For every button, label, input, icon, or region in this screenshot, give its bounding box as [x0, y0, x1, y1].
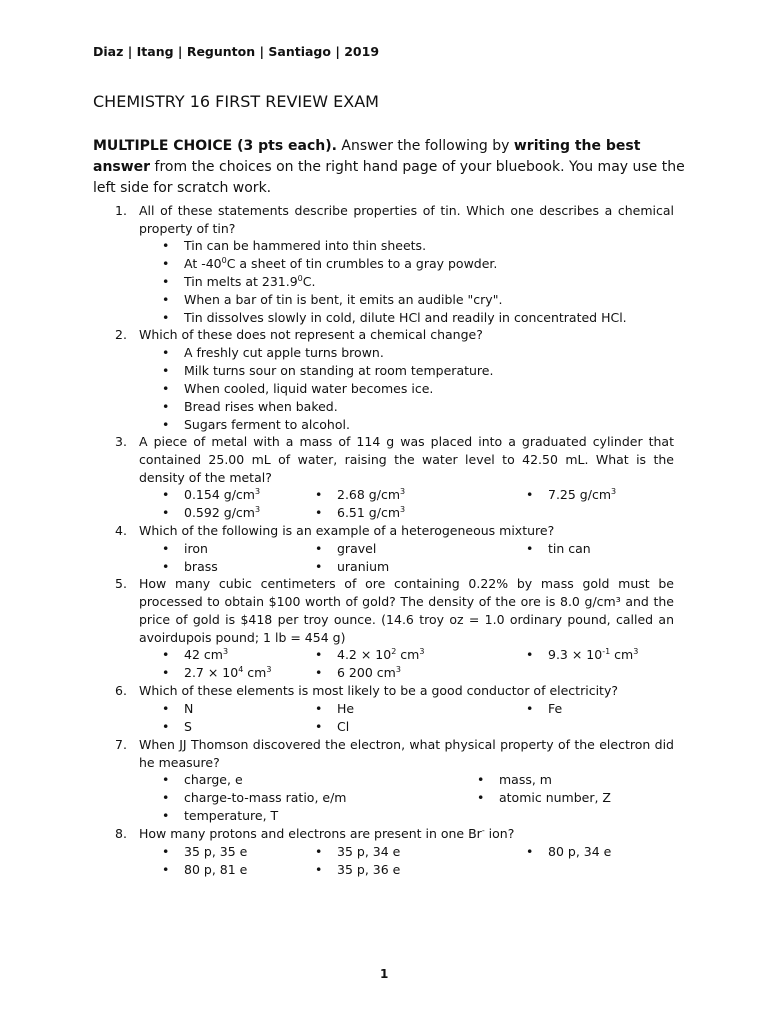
question-text: When JJ Thomson discovered the electron, what physical property of the electron did he measure?	[139, 737, 674, 770]
option-q7-3: • charge-to-mass ratio, e/m	[162, 790, 347, 805]
question-text: How many protons and electrons are present in one Br- ion?	[139, 825, 515, 841]
option-q2-3: • When cooled, liquid water becomes ice.	[162, 381, 434, 396]
option-q4-5: • uranium	[315, 559, 390, 574]
question-number: 8.	[115, 826, 127, 841]
page-number: 1	[380, 967, 389, 981]
question-text: Which of these does not represent a chemical change?	[139, 327, 483, 342]
option-q6-3: • Fe	[526, 701, 563, 716]
question-number: 5.	[115, 576, 127, 591]
document-header: Diaz | Itang | Regunton | Santiago | 2019	[93, 44, 380, 59]
option-q3-5: • 6.51 $g/cm^3$	[315, 504, 406, 520]
instructions-text-1: Answer the following by	[336, 138, 514, 154]
option-q2-1: • A freshly cut apple turns brown.	[162, 345, 384, 360]
option-q6-2: • He	[315, 701, 355, 716]
option-q5-1: • 42 $cm^3$	[162, 646, 229, 662]
option-q8-1: • 35 p, 35 e	[162, 844, 248, 859]
question-number: 6.	[115, 683, 127, 698]
option-q8-4: • 80 p, 81 e	[162, 862, 248, 877]
option-q7-4: • atomic number, Z	[477, 790, 611, 805]
question-number: 4.	[115, 523, 127, 538]
option-q4-4: • brass	[162, 559, 218, 574]
instructions-text-2: from the choices on the right hand page of your bluebook. You may use the left side for scratch work.	[93, 159, 685, 196]
option-q1-3: • Tin melts at 231.9$^0$C.	[162, 273, 316, 289]
option-q1-4: • When a bar of tin is bent, it emits an audible "cry".	[162, 292, 503, 307]
exam-title: CHEMISTRY 16 FIRST REVIEW EXAM	[93, 92, 379, 111]
instructions	[93, 136, 693, 199]
option-q8-3: • 80 p, 34 e	[526, 844, 612, 859]
option-q8-5: • 35 p, 36 e	[315, 862, 401, 877]
question-text: Which of the following is an example of a heterogeneous mixture?	[139, 523, 555, 538]
question-text: A piece of metal with a mass of 114 g was placed into a graduated cylinder that contained 25.00 mL of water, raising the water level to 42.50 mL. What is the density of the metal?	[139, 434, 674, 485]
option-q3-2: • 2.68 $g/cm^3$	[315, 486, 406, 502]
option-q5-3: • $9.3 \times 10^{-1}$ $cm^3$	[526, 646, 639, 662]
option-q6-5: • Cl	[315, 719, 350, 734]
option-q6-4: • S	[162, 719, 192, 734]
question-text: How many cubic centimeters of ore containing 0.22% by mass gold must be processed to obtain $100 worth of gold? The density of the ore is 8.0 g/cm³ and the price of gold is $418 per troy ounce. (14.6 troy oz = 1.0 ordinary pound, called an avoirdupois pound; 1 lb = 454 g)	[139, 576, 674, 645]
option-q7-5: • temperature, T	[162, 808, 279, 823]
option-q2-5: • Sugars ferment to alcohol.	[162, 417, 350, 432]
option-q1-5: • Tin dissolves slowly in cold, dilute HCl and readily in concentrated HCl.	[162, 310, 627, 325]
option-q2-2: • Milk turns sour on standing at room temperature.	[162, 363, 494, 378]
option-q1-2: • At $-40^0C$ a sheet of tin crumbles to a gray powder.	[162, 255, 498, 271]
option-q2-4: • Bread rises when baked.	[162, 399, 338, 414]
option-q7-2: • mass, m	[477, 772, 552, 787]
question-text: All of these statements describe properties of tin. Which one describes a chemical property of tin?	[139, 203, 674, 236]
option-q4-2: • gravel	[315, 541, 377, 556]
option-q4-3: • tin can	[526, 541, 591, 556]
option-q3-3: • 7.25 $g/cm^3$	[526, 486, 617, 502]
instructions-emphasis: writing the best answer	[93, 138, 641, 175]
option-q5-2: • $4.2 \times 10^2$ $cm^3$	[315, 646, 425, 662]
option-q6-1: • N	[162, 701, 194, 716]
option-q1-1: • Tin can be hammered into thin sheets.	[162, 238, 427, 253]
option-q5-4: • $2.7 \times 10^4$ $cm^3$	[162, 664, 272, 680]
question-text: Which of these elements is most likely to be a good conductor of electricity?	[139, 683, 618, 698]
option-q5-5: • 6 200 $cm^3$	[315, 664, 401, 680]
question-number: 1.	[115, 203, 127, 218]
instructions-heading: MULTIPLE CHOICE (3 pts each).	[93, 138, 337, 154]
option-q8-2: • 35 p, 34 e	[315, 844, 401, 859]
option-q7-1: • charge, e	[162, 772, 243, 787]
option-q3-1: • 0.154 $g/cm^3$	[162, 486, 261, 502]
option-q4-1: • iron	[162, 541, 208, 556]
option-q3-4: • 0.592 $g/cm^3$	[162, 504, 261, 520]
question-number: 3.	[115, 434, 127, 449]
question-number: 7.	[115, 737, 127, 752]
question-number: 2.	[115, 327, 127, 342]
